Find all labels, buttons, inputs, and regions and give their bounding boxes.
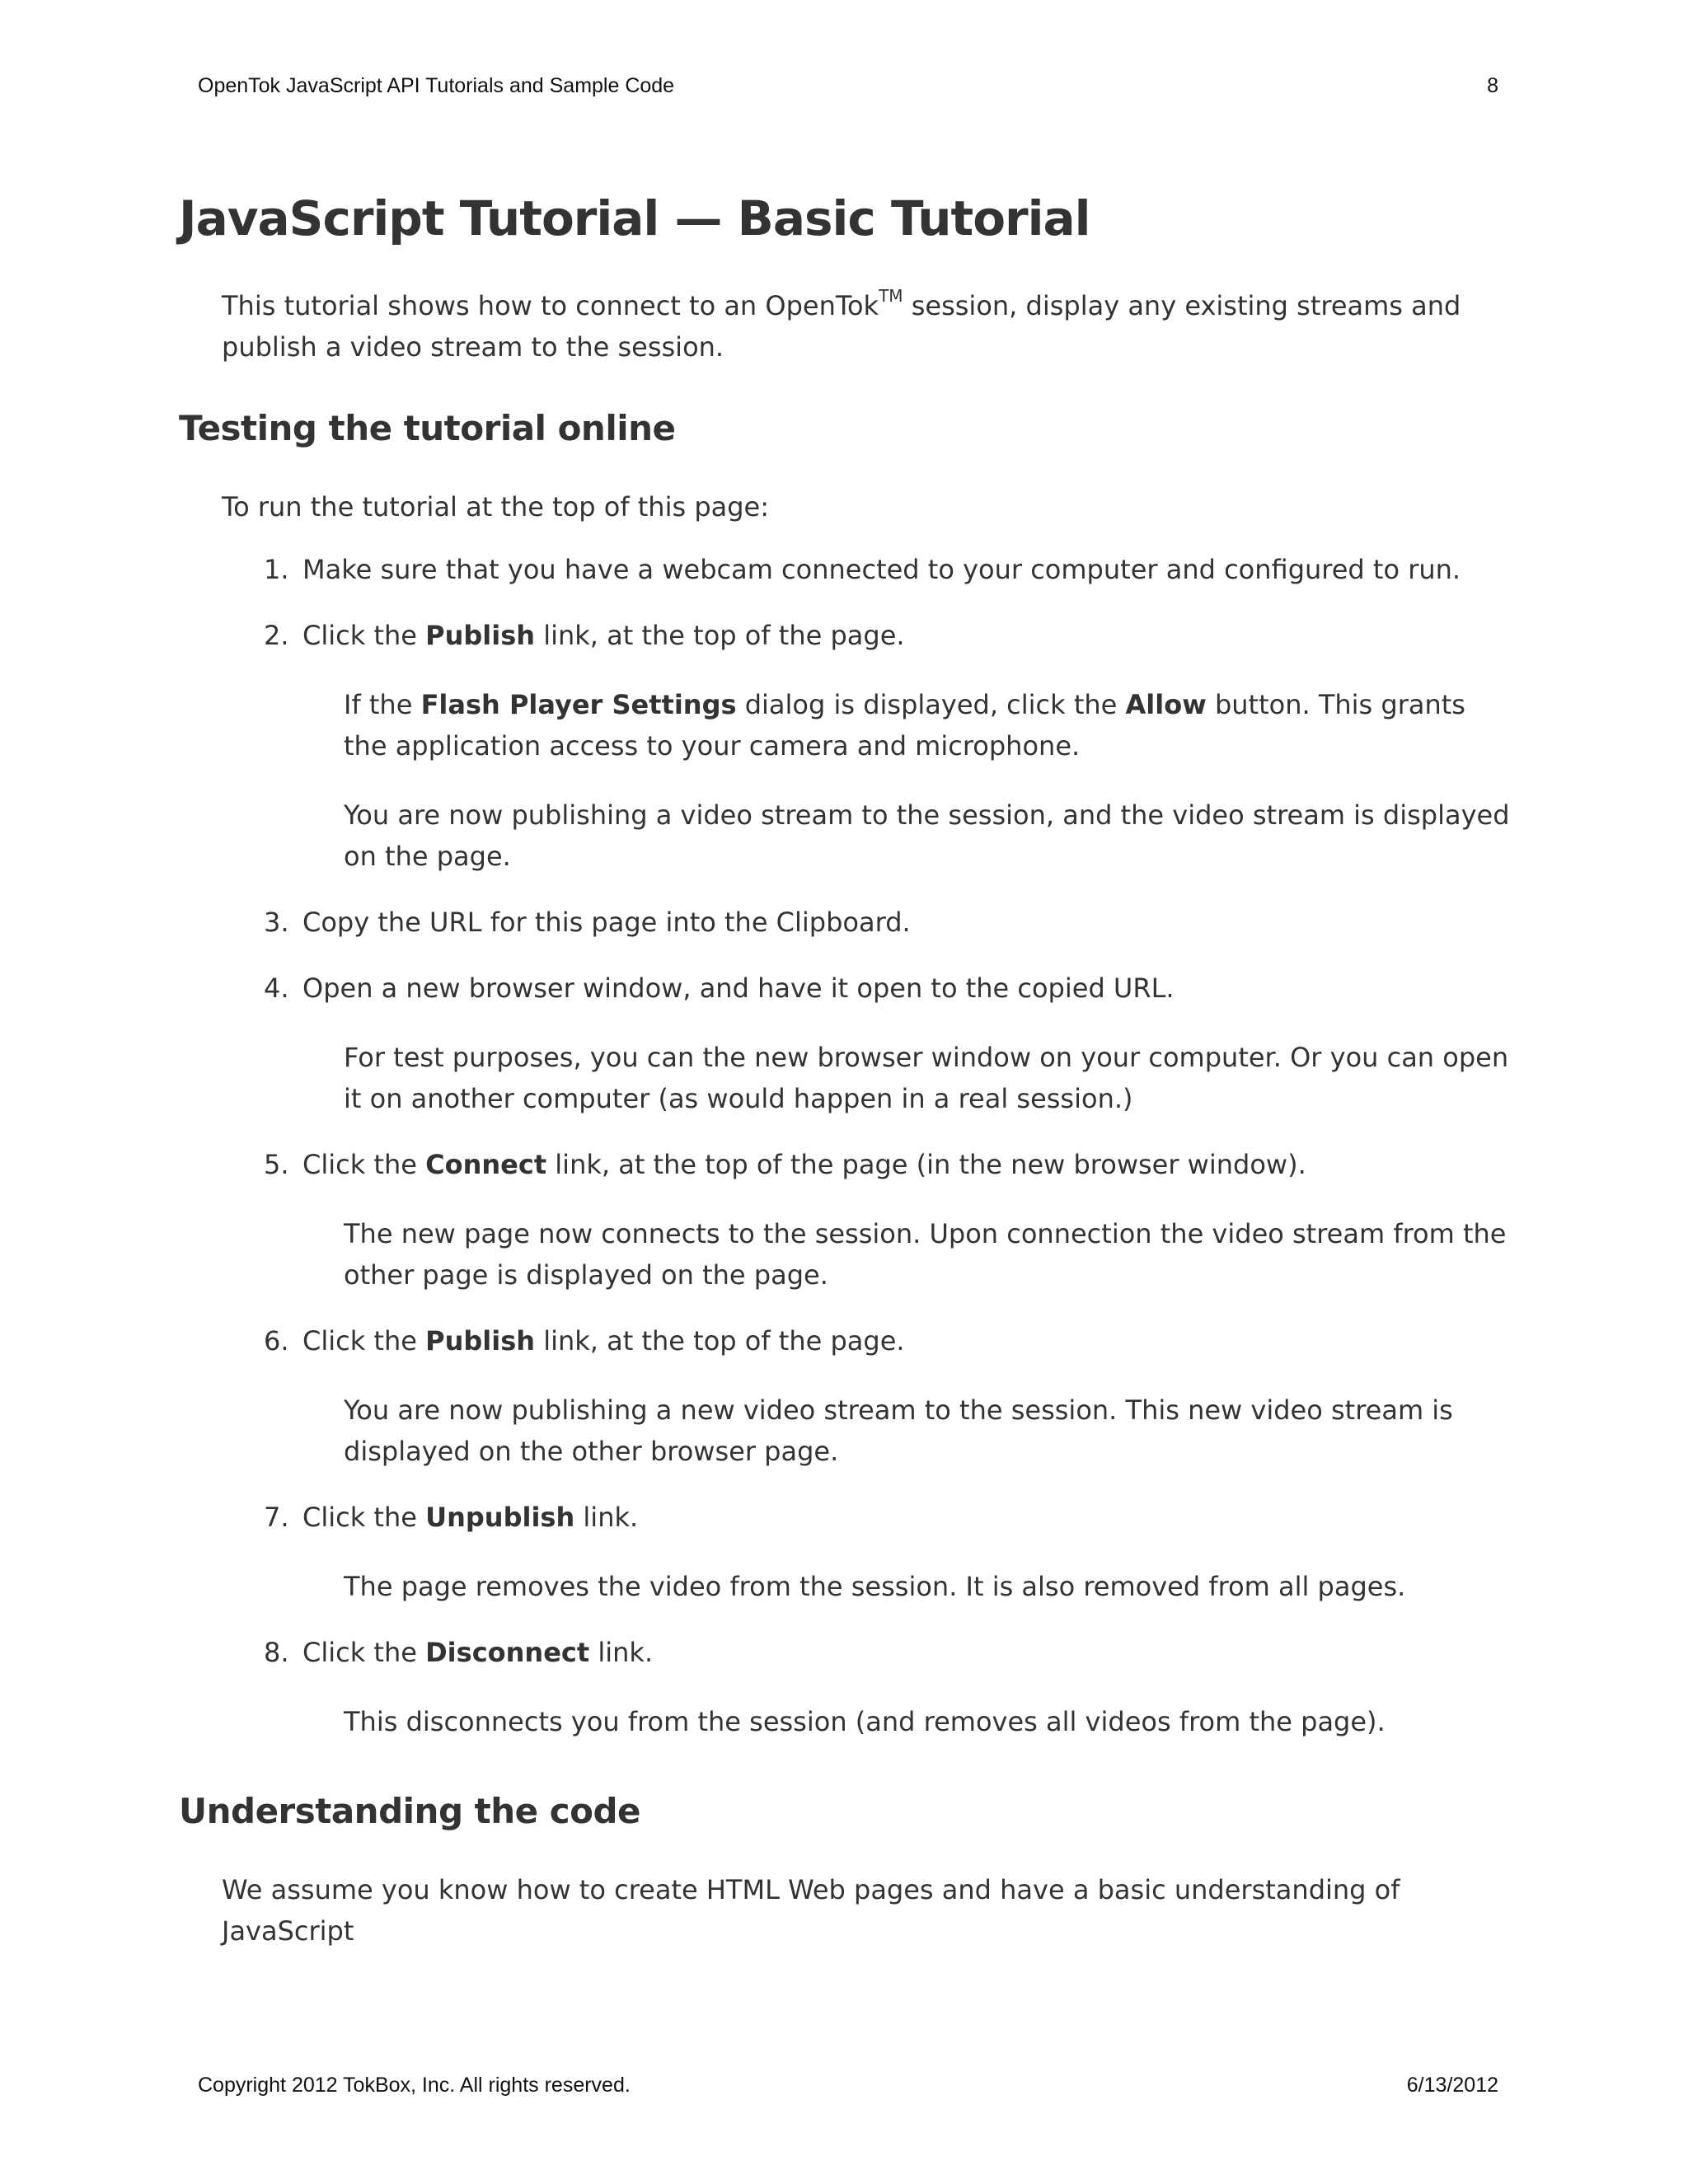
step-text-post: link. [574,1502,639,1533]
page-number: 8 [1487,74,1498,97]
allow-button-name: Allow [1125,689,1207,720]
intro-text-after: session, display any existing streams and publish a video stream to the session. [222,290,1461,363]
section-heading-understanding: Understanding the code [179,1791,641,1831]
list-item [179,1497,1514,1607]
intro-paragraph [222,285,1514,368]
step-text [302,1320,1514,1361]
running-footer [198,2074,1498,2097]
publish-link-name: Publish [425,1325,536,1357]
step-text-pre: Click the [302,1149,426,1180]
step-note: For test purposes, you can the new browser window on your computer. Or you can open it on another computer (as would happen in a real session.) [344,1042,1509,1114]
list-item [179,1632,1514,1742]
note-text: button. This grants the application access to your camera and microphone. [344,689,1465,762]
section-paragraph: We assume you know how to create HTML Web pages and have a basic understanding of JavaScript [222,1874,1400,1947]
step-text-pre: Click the [302,1325,426,1357]
intro-text-before: This tutorial shows how to connect to an OpenTok [222,290,879,321]
step-text [302,1632,1514,1673]
section-lead: To run the tutorial at the top of this page: [222,491,770,523]
running-header [198,74,1498,98]
step-note: You are now publishing a video stream to the session, and the video stream is displayed on the page. [344,799,1510,872]
note-text: If the [344,689,421,720]
step-number: 2. [264,620,289,651]
flash-settings-name: Flash Player Settings [420,689,737,720]
step-note: This disconnects you from the session (and removes all videos from the page). [344,1706,1386,1737]
step-note [344,684,1514,766]
list-item [179,902,1514,943]
list-item [179,615,1514,877]
document-date: 6/13/2012 [1406,2074,1498,2097]
document-title: OpenTok JavaScript API Tutorials and Sample Code [198,74,675,97]
page-title: JavaScript Tutorial — Basic Tutorial [179,190,1090,246]
note-text: dialog is displayed, click the [736,689,1126,720]
step-text: Make sure that you have a webcam connected to your computer and configured to run. [302,554,1461,585]
step-note: The page removes the video from the session. It is also removed from all pages. [344,1571,1406,1602]
step-text-post: link, at the top of the page. [535,1325,905,1357]
list-item [179,968,1514,1119]
step-number: 6. [264,1325,289,1357]
step-number: 1. [264,554,289,585]
list-item [179,1144,1514,1296]
step-note: You are now publishing a new video stream to the session. This new video stream is displayed on the other browser page. [344,1394,1453,1467]
disconnect-link-name: Disconnect [425,1637,590,1668]
step-text-pre: Click the [302,1637,426,1668]
step-text: Open a new browser window, and have it open to the copied URL. [302,972,1175,1004]
step-note: The new page now connects to the session. Upon connection the video stream from the other page is displayed on the page. [344,1218,1507,1291]
step-text-pre: Click the [302,620,426,651]
trademark-mark: TM [879,286,903,307]
publish-link-name: Publish [425,620,536,651]
step-text-pre: Click the [302,1502,426,1533]
step-number: 4. [264,972,289,1004]
step-text-post: link. [589,1637,654,1668]
list-item [179,1320,1514,1472]
step-number: 8. [264,1637,289,1668]
step-text: Copy the URL for this page into the Clipboard. [302,907,911,938]
connect-link-name: Connect [425,1149,547,1180]
step-text [302,615,1514,656]
step-number: 5. [264,1149,289,1180]
step-text-post: link, at the top of the page (in the new browser window). [546,1149,1306,1180]
list-item [179,549,1514,590]
step-number: 3. [264,907,289,938]
unpublish-link-name: Unpublish [425,1502,575,1533]
steps-list [179,549,1514,1742]
step-text [302,1497,1514,1538]
page-content [179,183,1514,1952]
step-number: 7. [264,1502,289,1533]
section-heading-testing: Testing the tutorial online [179,408,676,448]
step-text [302,1144,1514,1185]
copyright-notice: Copyright 2012 TokBox, Inc. All rights reserved. [198,2074,631,2097]
step-text-post: link, at the top of the page. [535,620,905,651]
